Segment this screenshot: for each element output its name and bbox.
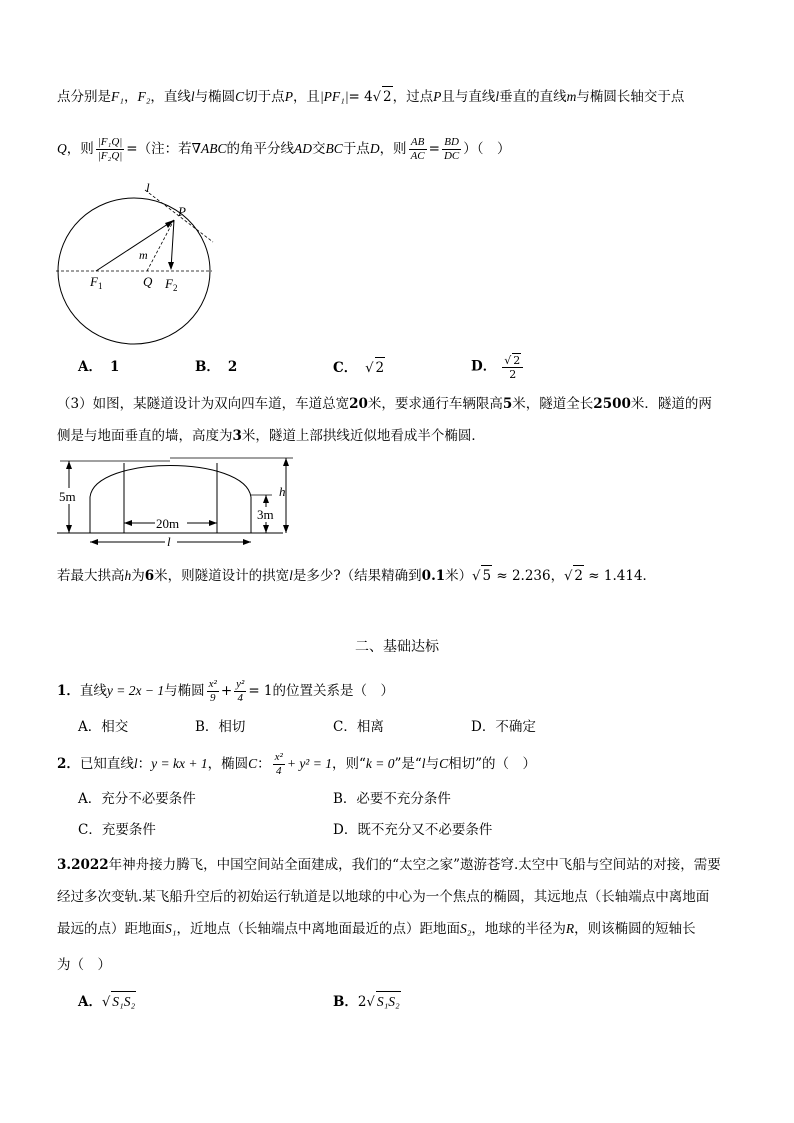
arrow-to-f2 <box>168 262 174 270</box>
option-key: C． <box>333 360 358 376</box>
question-3-line-3 <box>57 919 696 939</box>
height-limit: 5 <box>502 396 513 412</box>
question-number: 1． <box>57 683 80 699</box>
text: 米，则隧道设计的拱宽 <box>154 568 290 584</box>
text: 与椭圆 <box>194 89 236 105</box>
text: 若最大拱高 <box>57 568 125 584</box>
label-5m: 5m <box>59 489 76 504</box>
question-stem-line-1 <box>57 86 684 108</box>
text: ，则 <box>66 141 94 157</box>
text: 已知直线 <box>79 756 134 772</box>
q1-option-a[interactable]: A．相交 <box>78 719 129 735</box>
x-fraction <box>207 678 219 705</box>
coefficient: 2 <box>357 994 367 1010</box>
arrow-up <box>283 458 289 466</box>
text: 为 <box>131 568 145 584</box>
point-d-symbol: D <box>369 141 380 156</box>
text: ． <box>642 568 657 584</box>
sqrt-sign: √ <box>472 569 481 584</box>
tunnel-question-line-3 <box>57 565 656 587</box>
f2-symbol: F₂ <box>137 89 151 104</box>
r-symbol: R <box>565 921 575 936</box>
ellipse-figure <box>50 180 225 352</box>
year: 2022 <box>71 857 109 873</box>
fraction-denominator: 4 <box>237 692 243 704</box>
q3-option-b[interactable] <box>333 991 401 1013</box>
label-l: l <box>146 180 150 195</box>
label-f1: $F_1$ <box>90 274 103 291</box>
question-1 <box>57 678 394 705</box>
option-a[interactable] <box>78 357 119 377</box>
arrow-down <box>263 525 269 533</box>
question-3-line-4: 为（ ） <box>57 957 111 973</box>
segment-pf2 <box>171 220 174 269</box>
question-2 <box>57 751 536 778</box>
label-m: m <box>139 248 148 262</box>
fraction-numerator: BD <box>442 136 461 150</box>
ratio-fraction <box>96 136 125 163</box>
text: 交 <box>312 141 326 157</box>
fraction-denominator: DC <box>443 150 460 162</box>
arrow-left <box>124 520 132 526</box>
arch-height-symbol: h <box>124 568 132 583</box>
text: 米，隧道上部拱线近似地看成半个椭圆． <box>241 428 485 444</box>
y-fraction <box>234 678 246 705</box>
tunnel-length: 2500 <box>593 396 631 412</box>
sqrt-sign: √ <box>372 90 382 105</box>
q2-option-c[interactable]: C．充要条件 <box>78 822 156 838</box>
point-p-symbol: P <box>433 89 442 104</box>
text: ， <box>550 568 565 584</box>
question-number: 2． <box>57 756 80 772</box>
text: ，则“ <box>331 756 366 772</box>
option-key: A． <box>78 359 102 375</box>
section-title: 二、基础达标 <box>355 639 439 655</box>
ellipse-c-symbol: C <box>248 756 258 771</box>
option-value: S₁S₂ <box>111 991 136 1012</box>
sqrt-sign: √ <box>366 995 375 1010</box>
option-key: B． <box>333 994 358 1010</box>
q1-option-d[interactable]: D．不确定 <box>471 719 536 735</box>
segment-bc: BC <box>325 141 343 156</box>
fraction-numerator: |F₁Q| <box>97 136 123 148</box>
text: 米，要求通行车辆限高 <box>367 396 503 412</box>
option-key: B． <box>195 359 220 375</box>
k-condition: k = 0 <box>365 756 395 771</box>
fraction-numerator: √ 2 <box>502 353 523 368</box>
text: 年神舟接力腾飞，中国空间站全面建成，我们的“太空之家”遨游苍穹.太空中飞船与空间站的对接，需要 <box>108 857 721 873</box>
line-equation: y = 2x − 1 <box>106 683 165 698</box>
q2-option-a[interactable]: A．充分不必要条件 <box>78 791 196 807</box>
text: 最远的点）距地面 <box>57 921 165 937</box>
option-value: 2 <box>375 357 386 378</box>
text: = 1 <box>248 683 273 699</box>
text: = <box>428 141 440 157</box>
option-value: 2 <box>227 359 238 375</box>
fraction-denominator: |F₂Q| <box>97 150 123 162</box>
label-20m: 20m <box>156 516 180 531</box>
arrow-down <box>66 525 72 533</box>
text: 米．隧道的两 <box>630 396 712 412</box>
option-value: 1 <box>109 359 120 375</box>
q2-option-b[interactable]: B．必要不充分条件 <box>333 791 451 807</box>
ellipse-c-symbol: C <box>235 89 245 104</box>
fraction-denominator: 9 <box>209 692 216 704</box>
lane-width: 20 <box>349 396 368 412</box>
text: 米，隧道全长 <box>512 396 594 412</box>
option-value: S₁S₂ <box>376 991 401 1012</box>
s1-symbol: S₁ <box>165 921 177 936</box>
text: 且与直线 <box>441 89 496 105</box>
label-q: Q <box>143 274 153 289</box>
fraction-numerator: AB <box>409 136 427 150</box>
text: + <box>220 683 233 699</box>
label-f2: $F_2$ <box>165 276 178 293</box>
q3-option-a[interactable] <box>78 991 136 1013</box>
sqrt-sign: √ <box>101 995 111 1010</box>
point-q-symbol: Q <box>57 141 67 156</box>
sqrt-value: 5 <box>481 565 492 586</box>
option-c[interactable] <box>333 357 385 379</box>
text: 于点 <box>342 141 370 157</box>
option-key: A． <box>78 994 102 1010</box>
text: =（注：若 <box>126 141 192 157</box>
text: 切于点 <box>244 89 285 105</box>
arrow-up <box>263 495 269 503</box>
text: 与椭圆 <box>164 683 205 699</box>
x-fraction <box>273 751 285 778</box>
segment-ad: AD <box>294 141 313 156</box>
ellipse-c-symbol: C <box>439 756 449 771</box>
arrow-left <box>90 539 98 545</box>
line-l-symbol: l <box>495 89 500 104</box>
text: 的位置关系是（ ） <box>272 683 395 699</box>
tunnel-figure <box>55 450 305 555</box>
precision: 0.1 <box>421 568 446 584</box>
wall-height: 3 <box>232 428 242 444</box>
text: ，则 <box>379 141 407 157</box>
abs-pf1: |PF₁| <box>319 89 349 104</box>
label-h: h <box>279 484 286 499</box>
text: 是多少?（结果精确到 <box>292 568 422 584</box>
option-b[interactable] <box>195 357 237 377</box>
arrow-up <box>66 461 72 469</box>
tunnel-question-line-1 <box>57 394 712 414</box>
text: 相切”的（ ） <box>448 756 536 772</box>
fraction-numerator: y² <box>236 678 245 690</box>
triangle-symbol: ∇ABC <box>191 141 227 156</box>
text: = 4 <box>348 89 373 105</box>
ab-ac-fraction <box>409 136 427 163</box>
segment-pf1 <box>96 220 174 271</box>
approx-value: ≈ 1.414 <box>584 568 643 584</box>
arrow-right <box>243 539 251 545</box>
point-p-symbol: P <box>284 89 293 104</box>
text: 的角平分线 <box>226 141 295 157</box>
text: ，且 <box>292 89 320 105</box>
f1-symbol: F₁ <box>111 89 124 104</box>
text: ，近地点（长轴端点中离地面最近的点）距地面 <box>176 921 460 937</box>
q1-option-b[interactable]: B．相切 <box>195 719 246 735</box>
text: 侧是与地面垂直的墙，高度为 <box>57 428 233 444</box>
text: ： <box>137 756 152 772</box>
text: ，过点 <box>392 89 434 105</box>
text: 与 <box>425 756 440 772</box>
fraction-numerator: x² <box>274 751 283 763</box>
text: ，则该椭圆的短轴长 <box>574 921 696 937</box>
sqrt-sign: √ <box>564 569 573 584</box>
text: ，地球的半径为 <box>471 921 566 937</box>
line-l-symbol: l <box>190 89 195 104</box>
q2-option-d[interactable]: D．既不充分又不必要条件 <box>333 822 493 838</box>
sqrt-value: 2 <box>573 565 584 586</box>
line-l-symbol: l <box>133 756 138 771</box>
fraction-denominator: AC <box>410 150 425 162</box>
arch-width-symbol: l <box>289 568 293 583</box>
line-equation: y = kx + 1 <box>151 756 208 771</box>
elliptical-arch <box>90 466 251 498</box>
text: ，直线 <box>150 89 191 105</box>
fraction-denominator: 4 <box>275 765 282 777</box>
option-key: D． <box>471 358 497 375</box>
question-3-line-1 <box>57 855 721 875</box>
question-3-line-2: 经过多次变轨.某飞船升空后的初始运行轨道是以地球的中心为一个焦点的椭圆，其远地点（长轴端点中离地面 <box>57 889 710 905</box>
ellipse-equation-rest: + y² = 1 <box>286 756 332 771</box>
text: ， <box>123 89 138 105</box>
fraction-numerator: x² <box>208 678 217 690</box>
text: （3）如图，某隧道设计为双向四车道，车道总宽 <box>57 396 350 412</box>
approx-value: ≈ 2.236 <box>492 568 551 584</box>
option-d[interactable] <box>471 353 525 381</box>
text: 垂直的直线 <box>499 89 567 105</box>
line-m-symbol: m <box>566 89 577 104</box>
text: 与椭圆长轴交于点 <box>576 89 685 105</box>
text: ”是“ <box>394 756 422 772</box>
arrow-down <box>283 525 289 533</box>
question-stem-line-2 <box>57 136 510 163</box>
question-number: 3. <box>57 857 72 873</box>
option-fraction <box>502 353 523 381</box>
text: 直线 <box>79 683 107 699</box>
line-l-symbol: l <box>421 756 426 771</box>
bd-dc-fraction <box>442 136 461 163</box>
label-l: l <box>167 534 171 549</box>
sqrt-sign: √ <box>365 361 374 376</box>
tunnel-question-line-2 <box>57 426 485 446</box>
text: 点分别是 <box>57 89 111 105</box>
s2-symbol: S₂ <box>459 921 472 936</box>
arrow-right <box>209 520 217 526</box>
sqrt-value: 2 <box>382 86 393 107</box>
text: ，椭圆 <box>207 756 249 772</box>
q1-option-c[interactable]: C．相离 <box>333 719 384 735</box>
sqrt-value: 2 <box>513 354 521 367</box>
label-p: P <box>178 204 186 219</box>
label-3m: 3m <box>257 507 274 522</box>
text: ）（ ） <box>463 141 511 157</box>
fraction-denominator: 2 <box>509 368 517 381</box>
arrow-to-p <box>165 220 174 228</box>
text: ： <box>257 756 271 772</box>
text: 米） <box>445 568 473 584</box>
max-arch-height: 6 <box>144 568 155 584</box>
